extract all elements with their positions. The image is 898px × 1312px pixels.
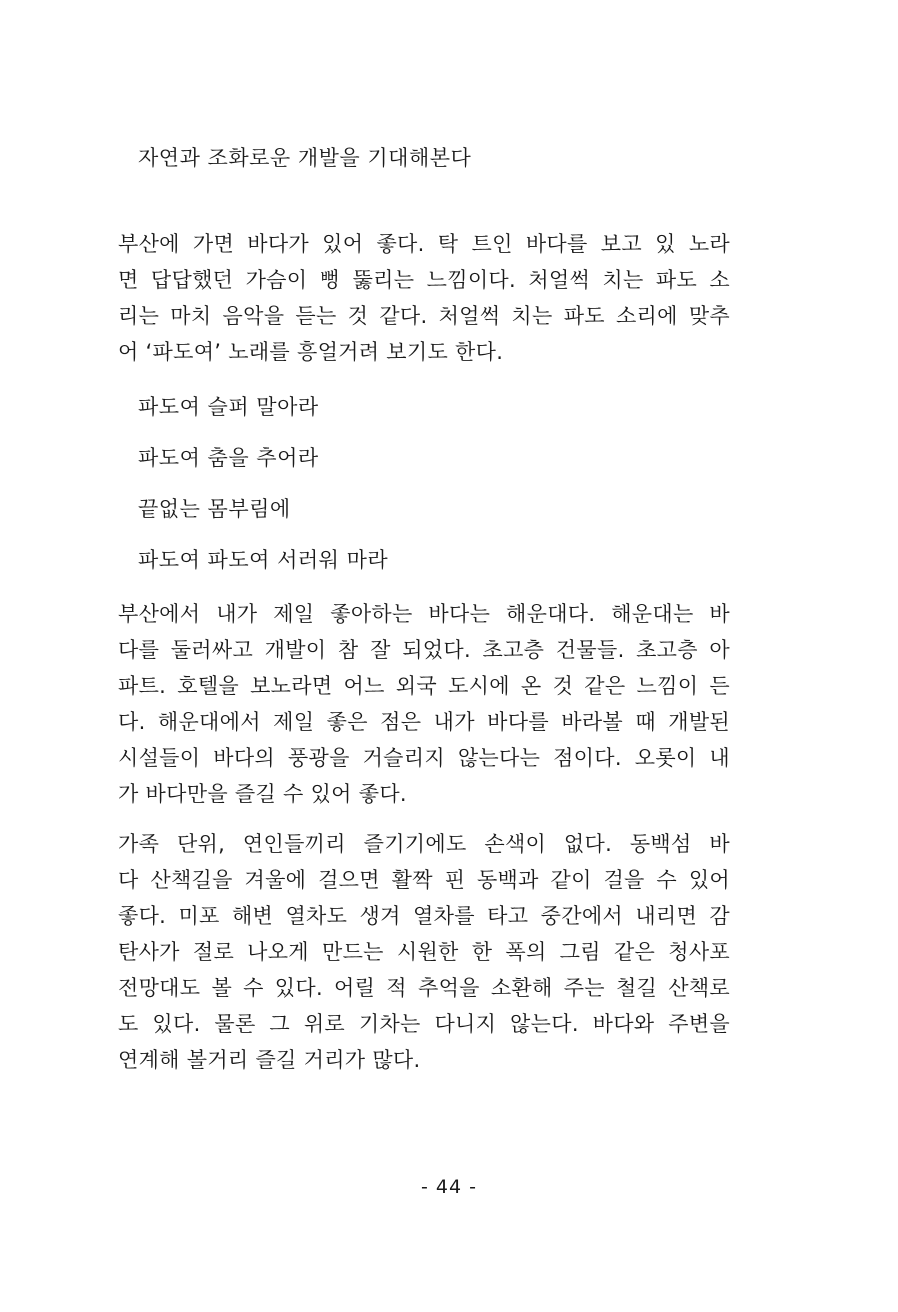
song-line: 파도여 파도여 서러워 마라 — [138, 548, 389, 572]
text-line: 도 있다. 물론 그 위로 기차는 다니지 않는다. 바다와 주변을 — [118, 1012, 730, 1036]
text-line: 다. 해운대에서 제일 좋은 점은 내가 바다를 바라볼 때 개발된 — [118, 710, 730, 734]
text-line: 면 답답했던 가슴이 뻥 뚫리는 느낌이다. 처얼썩 치는 파도 소 — [118, 268, 730, 292]
song-line: 끝없는 몸부림에 — [138, 497, 291, 521]
text-line: 파트. 호텔을 보노라면 어느 외국 도시에 온 것 같은 느낌이 든 — [118, 674, 730, 698]
text-line: 가족 단위, 연인들끼리 즐기기에도 손색이 없다. 동백섬 바 — [118, 832, 730, 856]
text-line: 부산에서 내가 제일 좋아하는 바다는 해운대다. 해운대는 바 — [118, 602, 730, 626]
text-line: 전망대도 볼 수 있다. 어릴 적 추억을 소환해 주는 철길 산책로 — [118, 976, 730, 1000]
paragraph-busan-sea — [118, 226, 730, 370]
paragraph-haeundae — [118, 596, 730, 812]
text-line: 다 산책길을 겨울에 걸으면 활짝 핀 동백과 같이 걸을 수 있어 — [118, 868, 730, 892]
text-line: 다를 둘러싸고 개발이 참 잘 되었다. 초고층 건물들. 초고층 아 — [118, 638, 730, 662]
paragraph-attractions — [118, 826, 730, 1078]
section-heading: 자연과 조화로운 개발을 기대해본다 — [138, 146, 472, 170]
text-line: 가 바다만을 즐길 수 있어 좋다. — [118, 782, 407, 806]
text-line: 연계해 볼거리 즐길 거리가 많다. — [118, 1048, 421, 1072]
text-line: 어 ‘파도여’ 노래를 흥얼거려 보기도 한다. — [118, 340, 504, 364]
text-line: 부산에 가면 바다가 있어 좋다. 탁 트인 바다를 보고 있 노라 — [118, 232, 730, 256]
song-line: 파도여 춤을 추어라 — [138, 446, 319, 470]
text-line: 좋다. 미포 해변 열차도 생겨 열차를 타고 중간에서 내리면 감 — [118, 904, 730, 928]
text-line: 시설들이 바다의 풍광을 거슬리지 않는다는 점이다. 오롯이 내 — [118, 746, 730, 770]
text-line: 탄사가 절로 나오게 만드는 시원한 한 폭의 그림 같은 청사포 — [118, 940, 730, 964]
page-number: - 44 - — [421, 1176, 477, 1198]
song-line: 파도여 슬퍼 말아라 — [138, 395, 319, 419]
text-line: 리는 마치 음악을 듣는 것 같다. 처얼썩 치는 파도 소리에 맞추 — [118, 304, 730, 328]
